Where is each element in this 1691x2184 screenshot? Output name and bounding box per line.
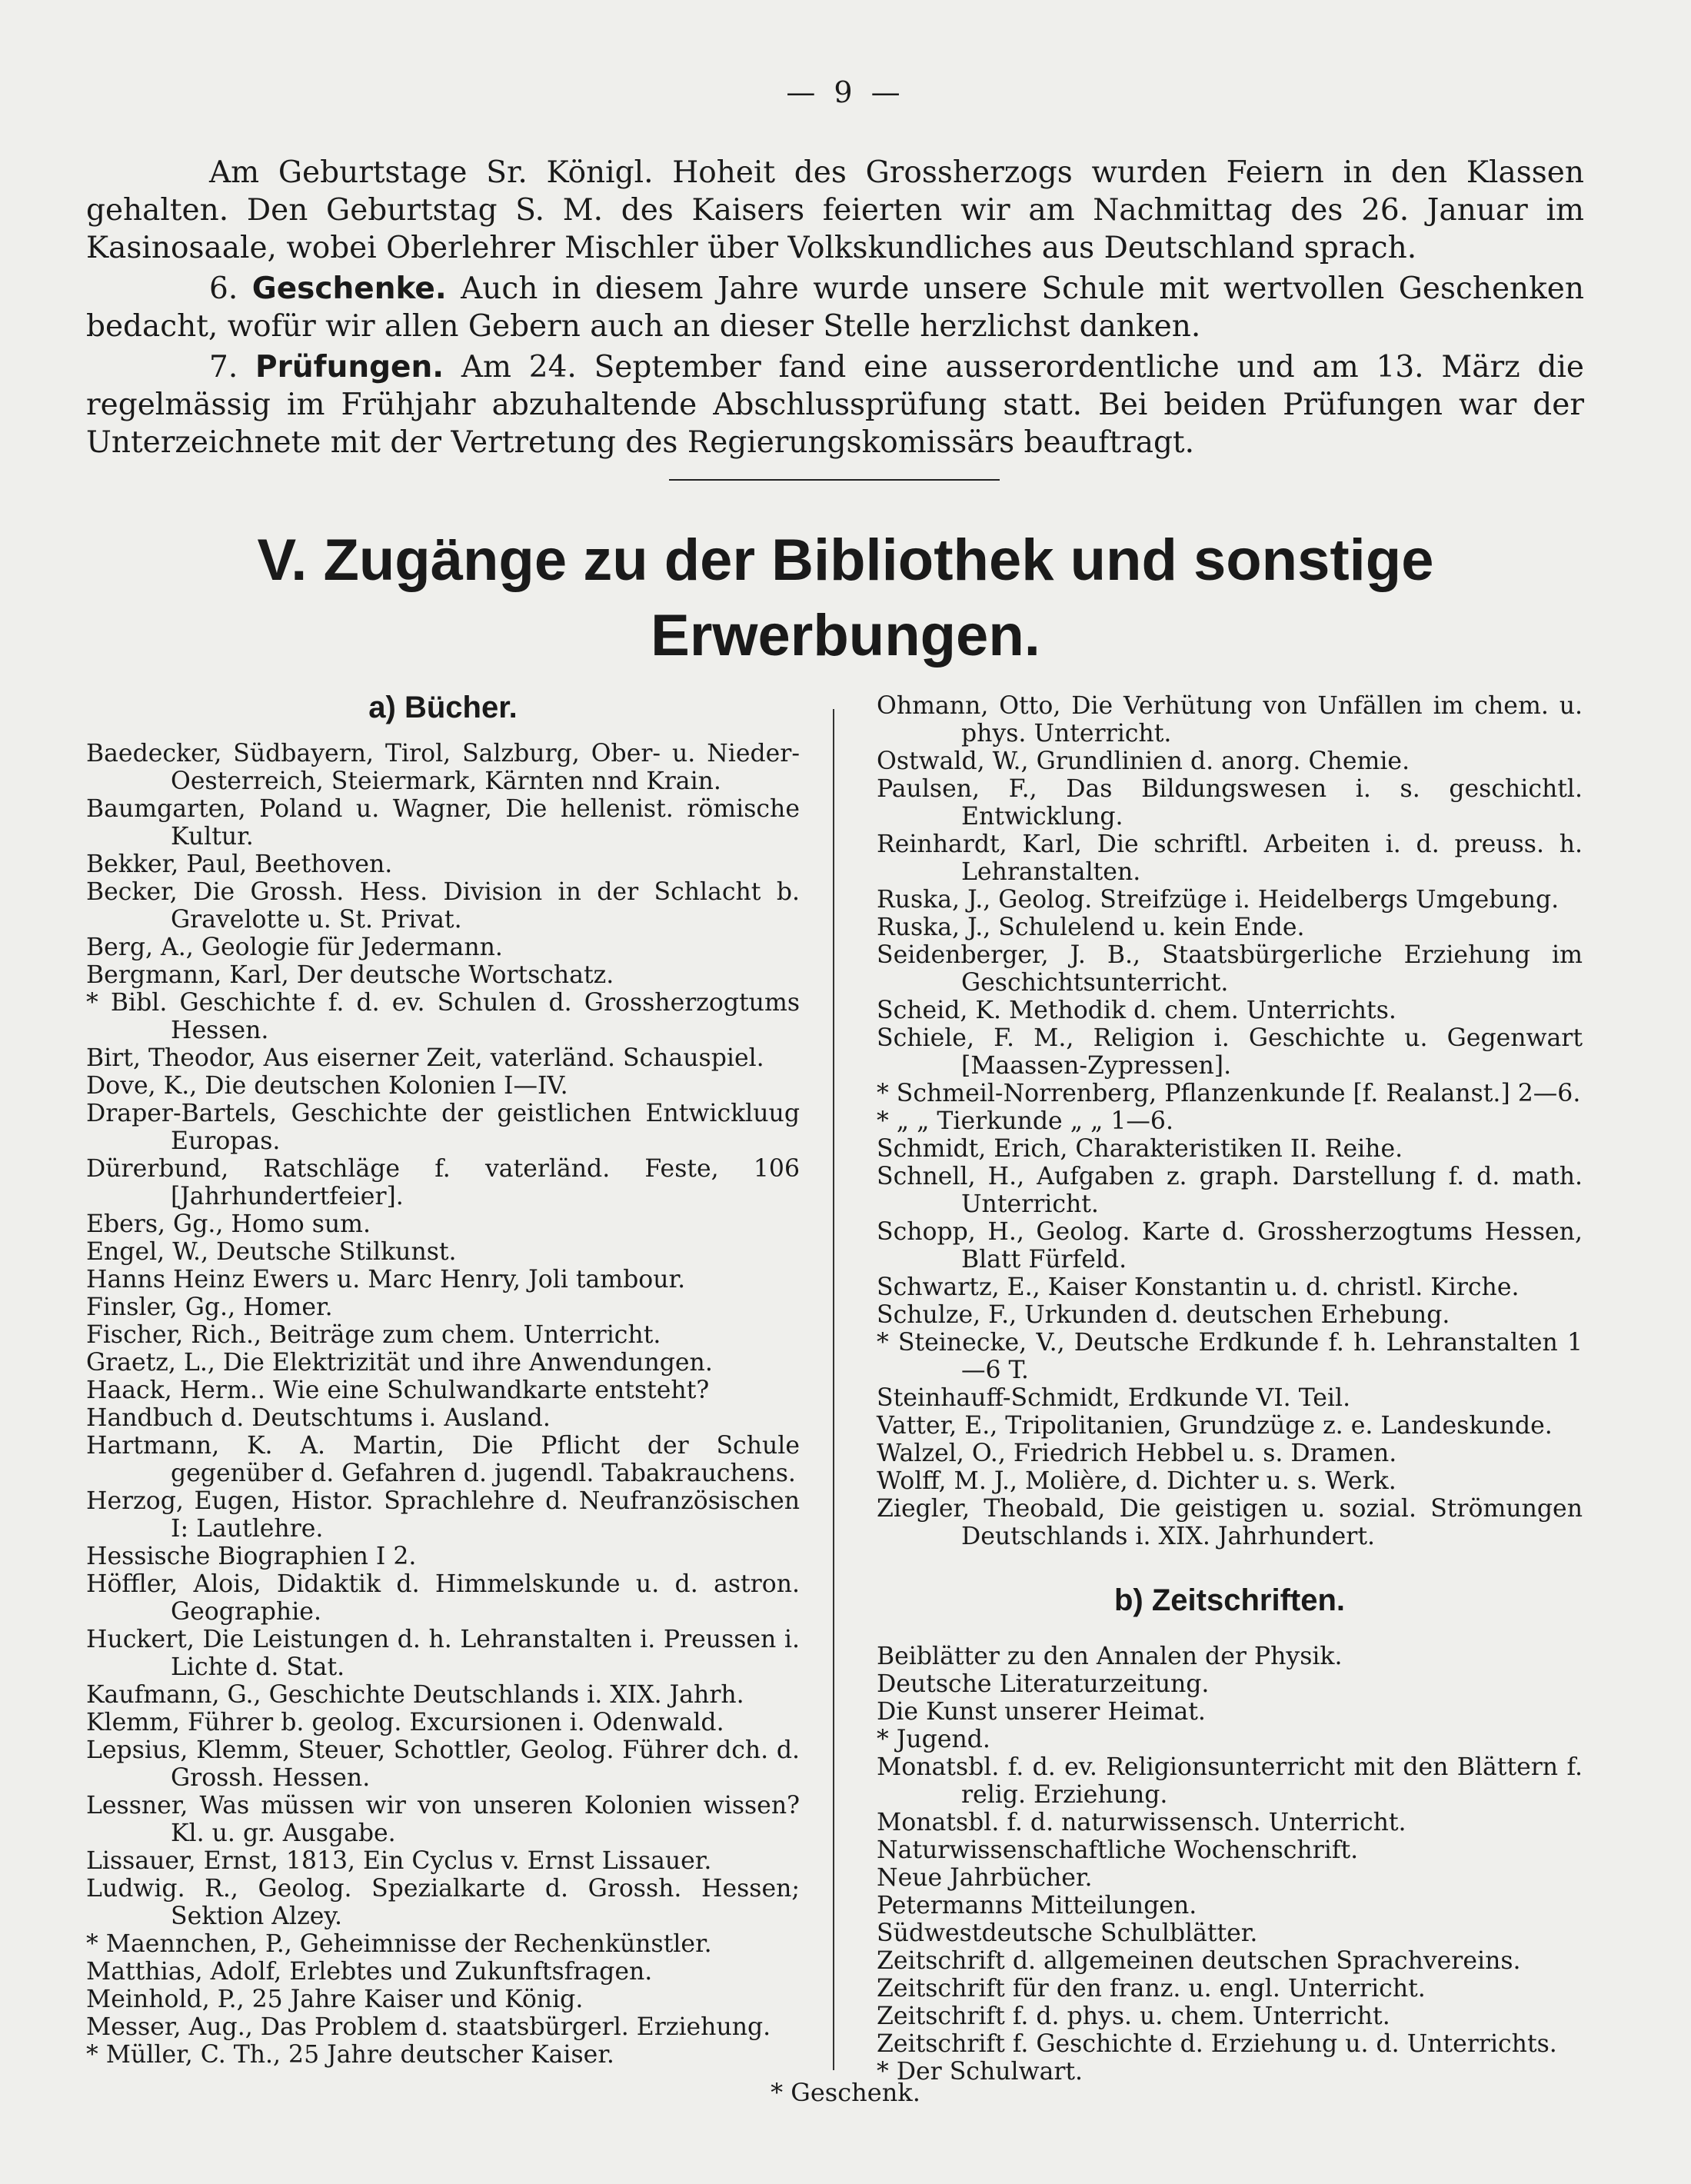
list-item: Lepsius, Klemm, Steuer, Schottler, Geolog. Führer dch. d. Grossh. Hessen. — [86, 1736, 800, 1792]
list-item: Monatsbl. f. d. naturwissensch. Unterricht. — [877, 1809, 1406, 1836]
list-item: * Bibl. Geschichte f. d. ev. Schulen d. Grossherzogtums Hessen. — [86, 989, 800, 1044]
paragraph-number: 7. — [209, 350, 238, 385]
books-list-right — [877, 692, 1583, 1550]
list-item: Deutsche Literaturzeitung. — [877, 1670, 1210, 1698]
paragraph-gifts — [86, 270, 1584, 345]
paragraph-title: Prüfungen. — [255, 350, 444, 385]
list-item: Baumgarten, Poland u. Wagner, Die hellenist. römische Kultur. — [86, 795, 800, 851]
list-item: Haack, Herm.. Wie eine Schulwandkarte entsteht? — [86, 1377, 710, 1404]
list-item: Walzel, O., Friedrich Hebbel u. s. Dramen. — [877, 1440, 1397, 1467]
list-item: Ebers, Gg., Homo sum. — [86, 1210, 371, 1238]
periodicals-list — [877, 1643, 1583, 2086]
list-item: Monatsbl. f. d. ev. Religionsunterricht mit den Blättern f. relig. Erziehung. — [877, 1753, 1583, 1809]
list-item: Ruska, J., Geolog. Streifzüge i. Heidelbergs Umgebung. — [877, 886, 1560, 914]
list-item: Zeitschrift für den franz. u. engl. Unterricht. — [877, 1975, 1426, 2003]
list-item: Klemm, Führer b. geolog. Excursionen i. Odenwald. — [86, 1709, 724, 1736]
list-item: Ostwald, W., Grundlinien d. anorg. Chemie. — [877, 747, 1410, 775]
column-divider — [833, 709, 834, 2070]
paragraph-birthday: Am Geburtstage Sr. Königl. Hoheit des Grossherzogs wurden Feiern in den Klassen gehalten. Den Geburtstag S. M. des Kaisers feierten wir am Nachmittag des 26. Januar im Kasinosaale, wobei Oberlehrer Mischler über Volkskundliches aus Deutschland sprach. — [86, 155, 1584, 265]
list-item: Handbuch d. Deutschtums i. Ausland. — [86, 1404, 551, 1432]
paragraph-title: Geschenke. — [251, 271, 447, 306]
list-item: * Schmeil-Norrenberg, Pflanzenkunde [f. Realanst.] 2—6. — [877, 1080, 1581, 1107]
list-item: Ruska, J., Schulelend u. kein Ende. — [877, 914, 1305, 941]
list-item: Höffler, Alois, Didaktik d. Himmelskunde u. d. astron. Geographie. — [86, 1570, 800, 1626]
list-item: Reinhardt, Karl, Die schriftl. Arbeiten i. d. preuss. h. Lehranstalten. — [877, 831, 1583, 886]
list-item: Schulze, F., Urkunden d. deutschen Erhebung. — [877, 1301, 1450, 1329]
list-item: Schiele, F. M., Religion i. Geschichte u. Gegenwart [Maassen-Zypressen]. — [877, 1024, 1583, 1080]
footnote: * Geschenk. — [771, 2078, 920, 2107]
list-item: Berg, A., Geologie für Jedermann. — [86, 934, 503, 961]
periodicals-subheading: b) Zeitschriften. — [1113, 1583, 1346, 1617]
books-subheading: a) Bücher. — [368, 691, 518, 724]
list-item: Südwestdeutsche Schulblätter. — [877, 1919, 1258, 1947]
list-item: Ohmann, Otto, Die Verhütung von Unfällen im chem. u. phys. Unterricht. — [877, 692, 1583, 747]
list-item: * Jugend. — [877, 1726, 990, 1753]
list-item: Baedecker, Südbayern, Tirol, Salzburg, Ober- u. Nieder-Oesterreich, Steiermark, Kärnten nnd Krain. — [86, 740, 800, 795]
section-heading — [0, 523, 1691, 674]
list-item: Petermanns Mitteilungen. — [877, 1892, 1197, 1919]
paragraph-exams — [86, 348, 1584, 461]
intro-text — [86, 154, 1584, 464]
paragraph-body: Am 24. September fand eine ausserordentliche und am 13. März die regelmässig im Frühjahr abzuhaltende Abschlussprüfung statt. Bei beiden Prüfungen war der Unterzeichnete mit der Vertretung des Regierungskomissärs beauftragt. — [86, 350, 1584, 460]
list-item: Schmidt, Erich, Charakteristiken II. Reihe. — [877, 1135, 1403, 1163]
list-item: Hessische Biographien I 2. — [86, 1543, 417, 1570]
list-item: Ziegler, Theobald, Die geistigen u. sozial. Strömungen Deutschlands i. XIX. Jahrhundert. — [877, 1495, 1583, 1550]
list-item: Engel, W., Deutsche Stilkunst. — [86, 1238, 457, 1266]
list-item: * Müller, C. Th., 25 Jahre deutscher Kaiser. — [86, 2041, 614, 2069]
list-item: Matthias, Adolf, Erlebtes und Zukunftsfragen. — [86, 1958, 653, 1986]
list-item: Naturwissenschaftliche Wochenschrift. — [877, 1836, 1359, 1864]
list-item: Paulsen, F., Das Bildungswesen i. s. geschichtl. Entwicklung. — [877, 775, 1583, 831]
list-item: * Maennchen, P., Geheimnisse der Rechenkünstler. — [86, 1930, 712, 1958]
right-column — [877, 692, 1583, 2086]
list-item: * Steinecke, V., Deutsche Erdkunde f. h. Lehranstalten 1—6 T. — [877, 1329, 1583, 1384]
list-item: Herzog, Eugen, Histor. Sprachlehre d. Neufranzösischen I: Lautlehre. — [86, 1487, 800, 1543]
list-item: Schwartz, E., Kaiser Konstantin u. d. christl. Kirche. — [877, 1273, 1520, 1301]
list-item: Zeitschrift f. d. phys. u. chem. Unterricht. — [877, 2003, 1390, 2030]
list-item: Messer, Aug., Das Problem d. staatsbürgerl. Erziehung. — [86, 2013, 771, 2041]
list-item: Steinhauff-Schmidt, Erdkunde VI. Teil. — [877, 1384, 1351, 1412]
list-item: Birt, Theodor, Aus eiserner Zeit, vaterländ. Schauspiel. — [86, 1044, 764, 1072]
list-item: Zeitschrift d. allgemeinen deutschen Sprachvereins. — [877, 1947, 1521, 1975]
list-item: Die Kunst unserer Heimat. — [877, 1698, 1206, 1726]
list-item: Finsler, Gg., Homer. — [86, 1293, 333, 1321]
list-item: Hanns Heinz Ewers u. Marc Henry, Joli tambour. — [86, 1266, 686, 1293]
list-item: Scheid, K. Methodik d. chem. Unterrichts. — [877, 997, 1396, 1024]
list-item: Fischer, Rich., Beiträge zum chem. Unterricht. — [86, 1321, 661, 1349]
list-item: * Der Schulwart. — [877, 2058, 1084, 2086]
list-item: Meinhold, P., 25 Jahre Kaiser und König. — [86, 1986, 584, 2013]
left-column — [86, 692, 800, 2069]
list-item: Schopp, H., Geolog. Karte d. Grossherzogtums Hessen, Blatt Fürfeld. — [877, 1218, 1583, 1273]
list-item: Hartmann, K. A. Martin, Die Pflicht der Schule gegenüber d. Gefahren d. jugendl. Tabakrauchens. — [86, 1432, 800, 1487]
list-item: Ludwig. R., Geolog. Spezialkarte d. Grossh. Hessen; Sektion Alzey. — [86, 1875, 800, 1930]
page-number: — 9 — — [786, 75, 905, 109]
books-list-left — [86, 740, 800, 2069]
list-item: Becker, Die Grossh. Hess. Division in der Schlacht b. Gravelotte u. St. Privat. — [86, 878, 800, 934]
list-item: Lissauer, Ernst, 1813, Ein Cyclus v. Ernst Lissauer. — [86, 1847, 712, 1875]
list-item: Dürerbund, Ratschläge f. vaterländ. Feste, 106 [Jahrhundertfeier]. — [86, 1155, 800, 1210]
list-item: * „ „ Tierkunde „ „ 1—6. — [877, 1107, 1173, 1135]
list-item: Vatter, E., Tripolitanien, Grundzüge z. e. Landeskunde. — [877, 1412, 1553, 1440]
list-item: Dove, K., Die deutschen Kolonien I—IV. — [86, 1072, 568, 1100]
list-item: Wolff, M. J., Molière, d. Dichter u. s. Werk. — [877, 1467, 1396, 1495]
list-item: Graetz, L., Die Elektrizität und ihre Anwendungen. — [86, 1349, 713, 1377]
section-rule — [669, 479, 1000, 481]
heading-line-1: V. Zugänge zu der Bibliothek und sonstige — [257, 528, 1434, 593]
list-item: Bekker, Paul, Beethoven. — [86, 851, 393, 878]
list-item: Draper-Bartels, Geschichte der geistlichen Entwickluug Europas. — [86, 1100, 800, 1155]
list-item: Bergmann, Karl, Der deutsche Wortschatz. — [86, 961, 614, 989]
heading-line-2: Erwerbungen. — [651, 603, 1040, 668]
list-item: Beiblätter zu den Annalen der Physik. — [877, 1643, 1343, 1670]
list-item: Schnell, H., Aufgaben z. graph. Darstellung f. d. math. Unterricht. — [877, 1163, 1583, 1218]
list-item: Neue Jahrbücher. — [877, 1864, 1093, 1892]
list-item: Lessner, Was müssen wir von unseren Kolonien wissen? Kl. u. gr. Ausgabe. — [86, 1792, 800, 1847]
list-item: Zeitschrift f. Geschichte d. Erziehung u. d. Unterrichts. — [877, 2030, 1557, 2058]
paragraph-body: Auch in diesem Jahre wurde unsere Schule mit wertvollen Geschenken bedacht, wofür wir allen Gebern auch an dieser Stelle herzlichst danken. — [86, 271, 1584, 344]
paragraph-number: 6. — [209, 271, 238, 306]
list-item: Seidenberger, J. B., Staatsbürgerliche Erziehung im Geschichtsunterricht. — [877, 941, 1583, 997]
list-item: Huckert, Die Leistungen d. h. Lehranstalten i. Preussen i. Lichte d. Stat. — [86, 1626, 800, 1681]
list-item: Kaufmann, G., Geschichte Deutschlands i. XIX. Jahrh. — [86, 1681, 744, 1709]
